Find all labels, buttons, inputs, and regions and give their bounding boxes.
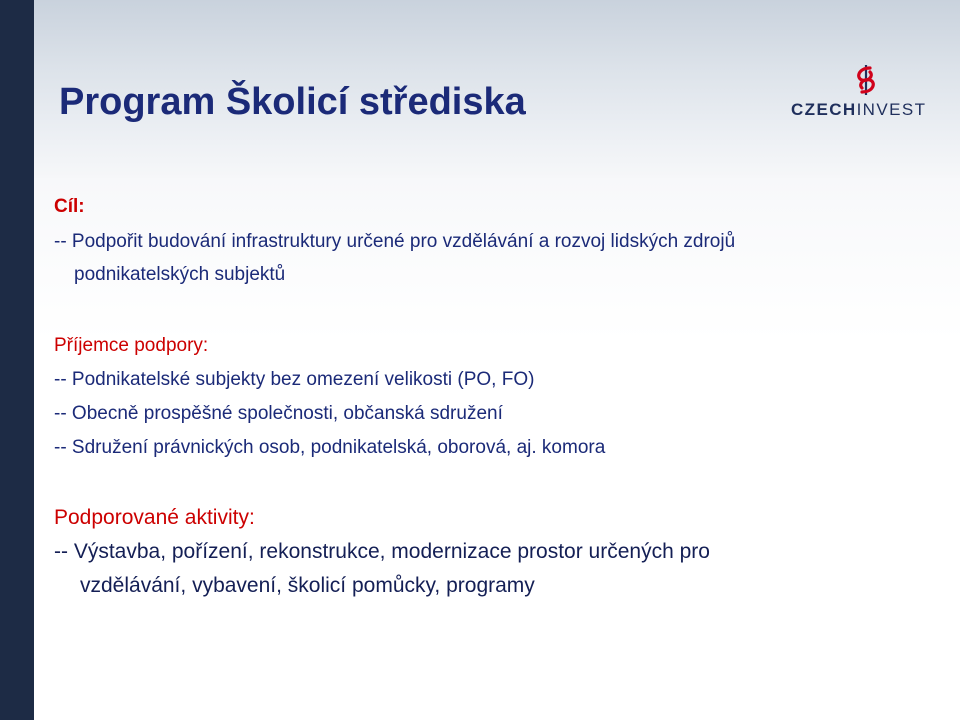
page-title: Program Školicí střediska [59,81,526,123]
logo-wordmark [791,100,926,120]
cil-line-1: -- Podpořit budování infrastruktury určené pro vzdělávání a rozvoj lidských zdrojů [54,231,736,252]
cil-heading: Cíl: [54,196,85,217]
prijemce-item: -- Obecně prospěšné společnosti, občanská sdružení [54,403,503,424]
aktivity-heading: Podporované aktivity: [54,506,255,529]
cil-line-2: podnikatelských subjektů [74,264,286,285]
czechinvest-swirl-icon [848,62,884,98]
czechinvest-logo [791,62,941,122]
aktivity-line-1: -- Výstavba, pořízení, rekonstrukce, modernizace prostor určených pro [54,540,710,563]
aktivity-line-2: vzdělávání, vybavení, školicí pomůcky, programy [80,574,535,597]
logo-czech: CZECH [791,100,857,119]
left-accent-bar [0,0,34,720]
prijemce-item: -- Sdružení právnických osob, podnikatelská, oborová, aj. komora [54,437,606,458]
prijemce-heading: Příjemce podpory: [54,335,209,356]
logo-invest: INVEST [856,100,927,119]
prijemce-item: -- Podnikatelské subjekty bez omezení velikosti (PO, FO) [54,369,535,390]
